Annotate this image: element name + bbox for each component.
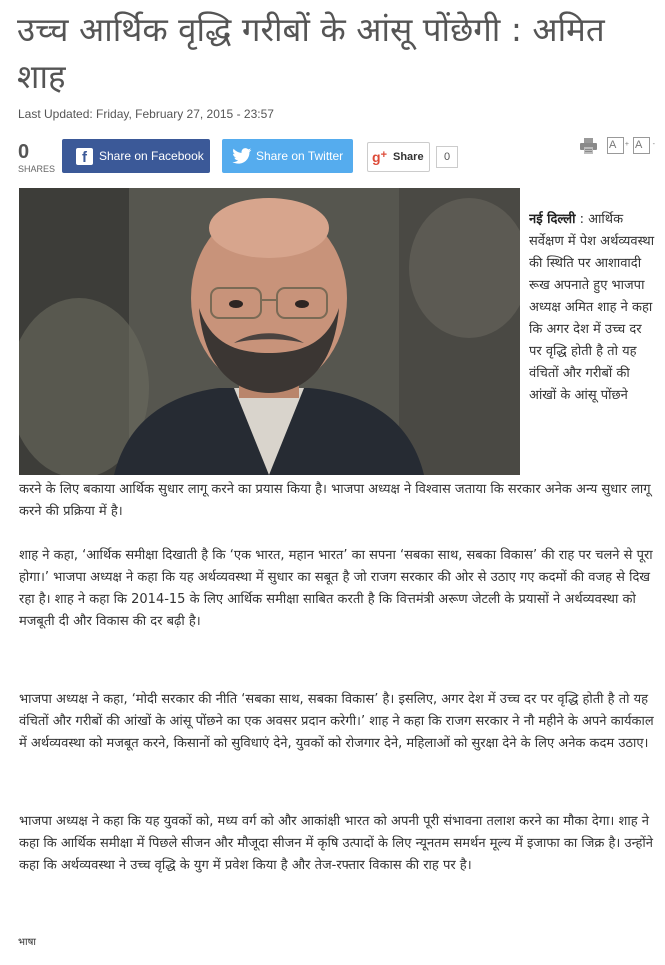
share-facebook-label: Share on Facebook	[99, 149, 204, 163]
article-photo	[19, 188, 520, 475]
paragraph-3: भाजपा अध्यक्ष ने कहा कि यह युवकों को, मध्य वर्ग को और आकांक्षी भारत को अपनी पूरी संभावना तलाश करने का मौका देगा। शाह ने कहा कि आर्थिक समीक्षा में पिछले सीजन और मौजूदा सीजन में कृषि उत्पादों के लिए न्यूनतम समर्थन मूल्य में इजाफा का जिक्र है। उन्होंने कहा कि अर्थव्यवस्था ने उच्च वृद्धि के युग में प्रवेश किया है और तेज-रफ्तार विकास की राह पर है।	[19, 814, 653, 873]
font-increase-button[interactable]	[607, 137, 629, 154]
font-increase-label: A	[609, 139, 617, 151]
intro-text: आर्थिक सर्वेक्षण में पेश अर्थव्यवस्था की स्थिति पर आशावादी रूख अपनाते हुए भाजपा अध्यक्ष अमित शाह ने कहा कि अगर देश में उच्च दर पर वृद्धि होती है तो यह वंचितों और गरीबों की आंखों के आंसू पोंछने	[529, 212, 655, 403]
facebook-icon: f	[76, 148, 93, 165]
share-facebook-button[interactable]	[62, 139, 210, 173]
share-twitter-label: Share on Twitter	[256, 149, 344, 163]
intro-side-text	[529, 209, 657, 475]
dateline-separator: :	[575, 212, 589, 227]
share-gplus-label: Share	[393, 151, 424, 163]
dateline-place: नई दिल्ली	[529, 212, 576, 227]
font-increase-sup: +	[624, 141, 629, 148]
gplus-count: 0	[436, 146, 458, 168]
printer-icon[interactable]	[580, 138, 597, 154]
paragraph-2: भाजपा अध्यक्ष ने कहा, ‘मोदी सरकार की नीति ‘सबका साथ, सबका विकास’ है। इसलिए, अगर देश में उच्च दर पर वृद्धि होती है तो यह वंचितों और गरीबों की आंखों के आंसू पोंछने का एक अवसर प्रदान करेगी।’ शाह ने कहा कि राजग सरकार ने नौ महीने के अपने कार्यकाल में अर्थव्यवस्था को मजबूत करने, किसानों को सुविधाएं देने, युवकों को रोजगार देने, महिलाओं को सुरक्षा देने के लिए अनेक कदम उठाए।	[19, 692, 654, 751]
paragraph-1: शाह ने कहा, ‘आर्थिक समीक्षा दिखाती है कि ‘एक भारत, महान भारत’ का सपना ‘सबका साथ, सबका विकास’ की राह पर चलने से पूरा होगा।’ भाजपा अध्यक्ष ने कहा कि यह अर्थव्यवस्था में सुधार का सबूत है जो राजग सरकार की ओर से उठाए गए कदमों की वजह से दिख रहा है। शाह ने कहा कि 2014-15 के लिए आर्थिक समीक्षा साबित करती है कि वित्तमंत्री अरूण जेटली के प्रयासों ने अर्थव्यवस्था को मजबूती दी और विकास की दर बढ़ी है।	[19, 548, 653, 629]
share-twitter-button[interactable]	[222, 139, 353, 173]
font-decrease-label: A	[635, 139, 643, 151]
share-gplus-button[interactable]	[367, 142, 430, 172]
article-title: उच्च आर्थिक वृद्धि गरीबों के आंसू पोंछेगी : अमित शाह	[17, 10, 605, 96]
article-tools	[580, 137, 659, 154]
share-count-label: SHARES	[18, 164, 56, 174]
google-plus-icon: g+	[372, 149, 387, 165]
font-decrease-button[interactable]	[633, 137, 655, 154]
font-decrease-sup: -	[652, 141, 655, 148]
last-updated: Last Updated: Friday, February 27, 2015 - 23:57	[18, 107, 274, 121]
twitter-icon	[232, 148, 252, 164]
share-counter	[18, 141, 58, 174]
news-source: भाषा	[18, 937, 36, 948]
paragraph-intro-continued: करने के लिए बकाया आर्थिक सुधार लागू करने का प्रयास किया है। भाजपा अध्यक्ष ने विश्वास जताया कि सरकार अनेक अन्य सुधार लागू करने की प्रक्रिया में है।	[19, 482, 651, 519]
share-count: 0	[18, 141, 30, 163]
